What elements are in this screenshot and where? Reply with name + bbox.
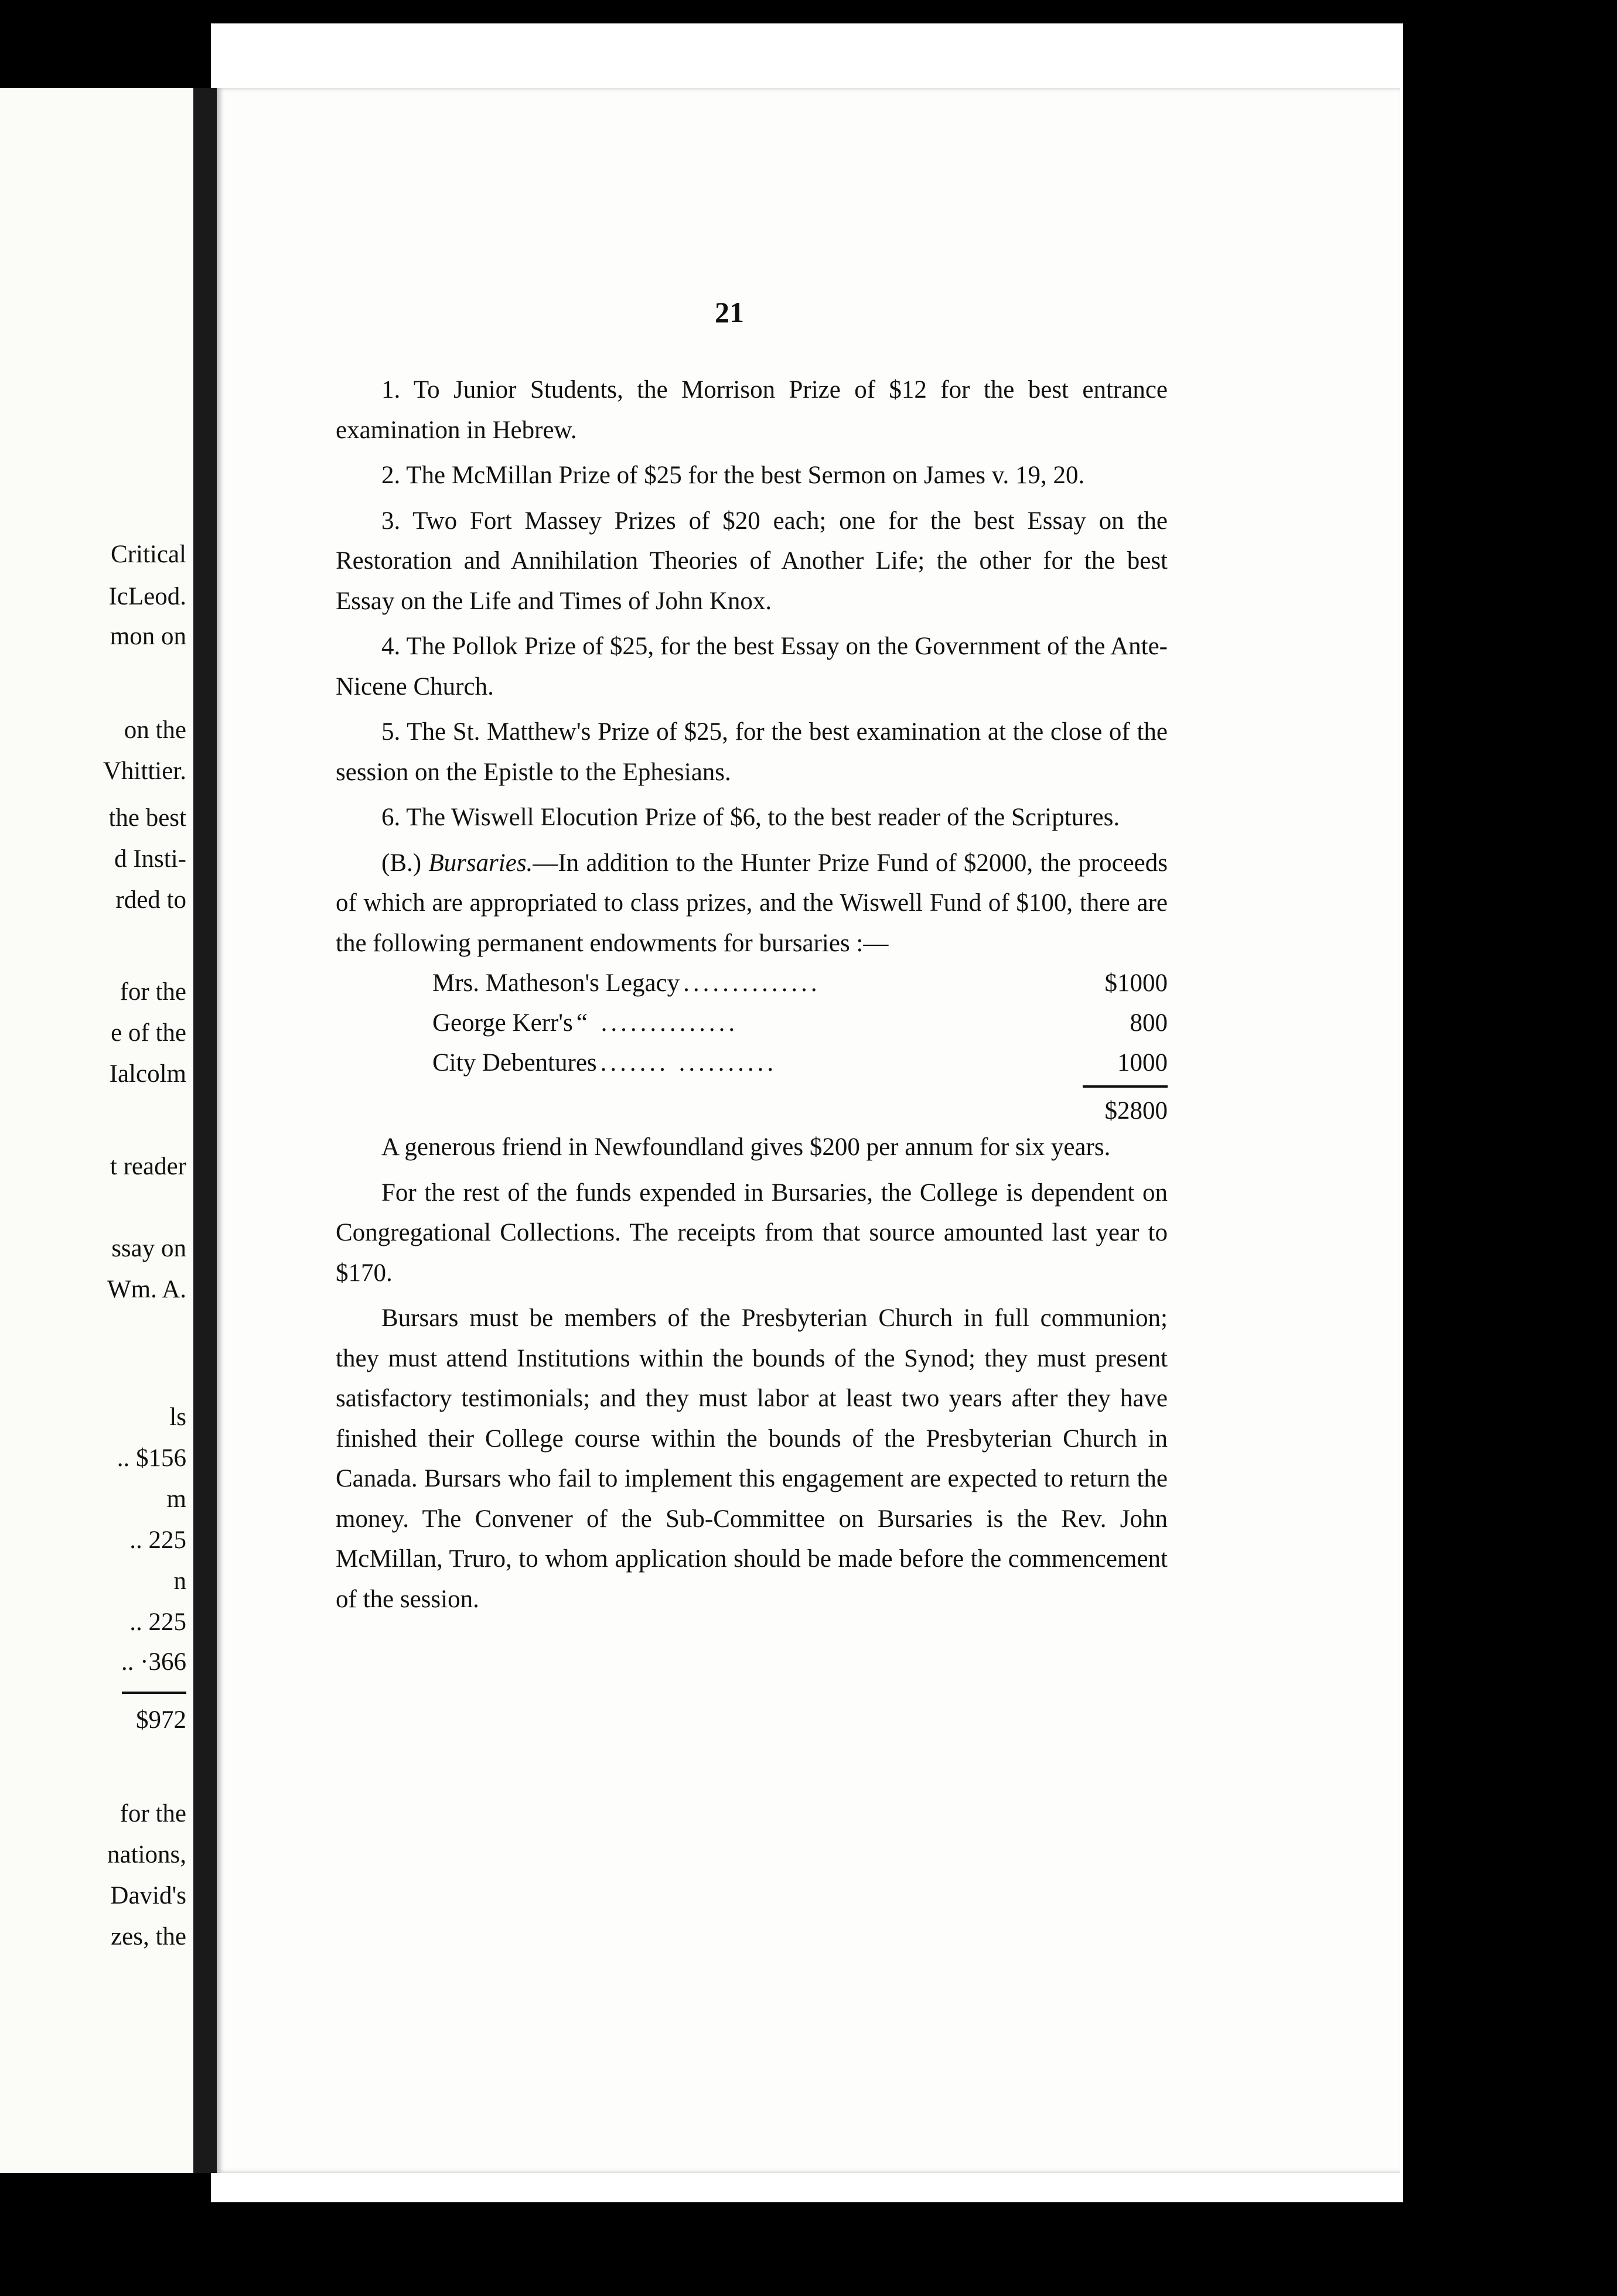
left-page-line: .. ·366 bbox=[121, 1648, 186, 1676]
prize-item: 3. Two Fort Massey Prizes of $20 each; one for the best Essay on the Restoration and Annihilation Theories of Another Life; the other for the best Essay on the Life and Times of John Knox. bbox=[336, 507, 1168, 615]
ledger-leader: “ .............. bbox=[576, 1009, 739, 1037]
previous-page-fragment bbox=[0, 88, 193, 2173]
page-body bbox=[336, 370, 1168, 1625]
left-page-line: Ialcolm bbox=[109, 1060, 186, 1088]
left-page-line: the best bbox=[108, 804, 186, 832]
prize-item: 4. The Pollok Prize of $25, for the best Essay on the Government of the Ante-Nicene Church. bbox=[336, 633, 1168, 701]
bursaries-label: (B.) bbox=[381, 849, 422, 877]
left-page-line: Vhittier. bbox=[103, 757, 186, 785]
ledger-row bbox=[336, 1003, 1168, 1043]
left-page-line: rded to bbox=[115, 886, 186, 914]
left-page-line: Wm. A. bbox=[107, 1276, 186, 1303]
scan-border-bottom bbox=[0, 2202, 1617, 2296]
ledger-total-rule bbox=[1083, 1085, 1168, 1088]
bursaries-heading: Bursaries. bbox=[428, 849, 533, 877]
ledger-row bbox=[336, 1043, 1168, 1083]
left-page-line: nations, bbox=[107, 1841, 186, 1868]
ledger-name: George Kerr's bbox=[432, 1009, 573, 1037]
left-page-line: ls bbox=[169, 1403, 186, 1431]
left-page-line: .. 225 bbox=[129, 1526, 186, 1554]
ledger-amount: $1000 bbox=[1104, 969, 1168, 997]
scan-border-right bbox=[1403, 0, 1617, 2296]
left-page-line: mon on bbox=[110, 623, 186, 650]
left-page-line: t reader bbox=[110, 1153, 186, 1180]
page-number: 21 bbox=[715, 296, 744, 329]
ledger-leader: .............. bbox=[683, 969, 821, 997]
left-page-line: for the bbox=[120, 978, 186, 1006]
left-page-line: David's bbox=[110, 1882, 186, 1909]
left-page-line: n bbox=[173, 1567, 186, 1595]
ledger-name: Mrs. Matheson's Legacy bbox=[432, 969, 680, 997]
book-gutter bbox=[193, 88, 217, 2173]
left-page-rule bbox=[122, 1692, 186, 1694]
left-page-line: e of the bbox=[111, 1019, 186, 1047]
prize-item: 2. The McMillan Prize of $25 for the best Sermon on James v. 19, 20. bbox=[381, 462, 1085, 489]
ledger-amount: 800 bbox=[1130, 1009, 1168, 1037]
left-page-line: Critical bbox=[111, 541, 186, 568]
ledger-leader: ....... .......... bbox=[600, 1049, 777, 1077]
ledger-amount: 1000 bbox=[1117, 1049, 1168, 1077]
left-page-line: .. 225 bbox=[129, 1608, 186, 1636]
prize-item: 1. To Junior Students, the Morrison Prize of $12 for the best entrance examination in Hebrew. bbox=[336, 376, 1168, 444]
left-page-line: zes, the bbox=[111, 1923, 186, 1950]
body-paragraph: A generous friend in Newfoundland gives $200 per annum for six years. bbox=[381, 1133, 1111, 1161]
scan-border-top bbox=[0, 0, 1617, 23]
bursaries-paragraph bbox=[336, 843, 1168, 964]
left-page-line: on the bbox=[124, 716, 186, 744]
ledger-total: $2800 bbox=[1104, 1097, 1168, 1125]
ledger-name: City Debentures bbox=[432, 1049, 597, 1077]
left-page-line: d Insti- bbox=[114, 845, 186, 873]
left-page-line: $972 bbox=[136, 1706, 186, 1734]
prize-item: 5. The St. Matthew's Prize of $25, for the best examination at the close of the session on the Epistle to the Ephesians. bbox=[336, 718, 1168, 786]
bursaries-text: —In addition to the Hunter Prize Fund of $2000, the proceeds of which are appropriated to class prizes, and the Wiswell Fund of $100, there are the following permanent endowments for bursaries :— bbox=[336, 849, 1168, 957]
body-paragraph: Bursars must be members of the Presbyterian Church in full communion; they must attend Institutions within the bounds of the Synod; they must present satisfactory testimonials; and they must labor at least two years after they have finished their College course within the bounds of the Presbyterian Church in Canada. Bursars who fail to implement this engagement are expected to return the money. The Convener of the Sub-Committee on Bursaries is the Rev. John McMillan, Truro, to whom application should be made before the commencement of the session. bbox=[336, 1304, 1168, 1613]
left-page-line: for the bbox=[120, 1800, 186, 1827]
left-page-line: m bbox=[166, 1485, 186, 1513]
ledger-row bbox=[336, 964, 1168, 1003]
endowments-ledger bbox=[336, 964, 1168, 1128]
body-paragraph: For the rest of the funds expended in Bursaries, the College is dependent on Congregational Collections. The receipts from that source amounted last year to $170. bbox=[336, 1178, 1168, 1287]
left-page-line: .. $156 bbox=[117, 1444, 186, 1472]
left-page-line: ssay on bbox=[111, 1235, 186, 1262]
left-page-line: IcLeod. bbox=[108, 583, 186, 610]
prize-item: 6. The Wiswell Elocution Prize of $6, to the best reader of the Scriptures. bbox=[381, 804, 1120, 831]
